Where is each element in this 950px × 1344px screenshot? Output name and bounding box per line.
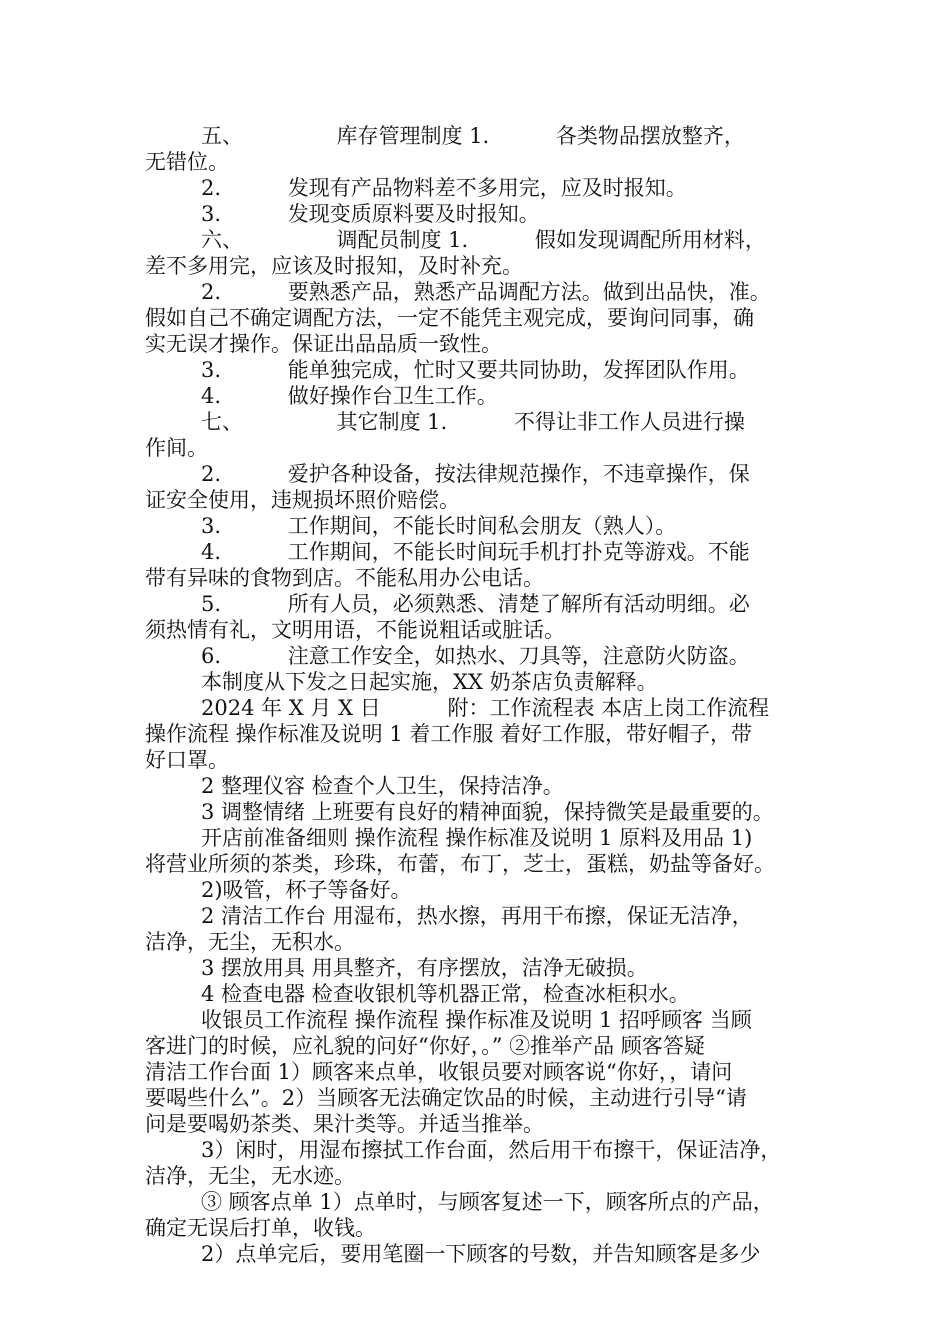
text-line: 2 清洁工作台 用湿布，热水擦，再用干布擦，保证无洁净， [201, 904, 753, 928]
text-line: 带有异味的食物到店。不能私用办公电话。 [145, 566, 544, 590]
text-line: 六、 调配员制度 1. 假如发现调配所用材料， [201, 228, 766, 252]
text-line: 确定无误后打单，收钱。 [145, 1216, 376, 1240]
text-line: 3 调整情绪 上班要有良好的精神面貌，保持微笑是最重要的。 [201, 800, 774, 824]
text-line: 假如自己不确定调配方法，一定不能凭主观完成，要询问同事，确 [145, 306, 754, 330]
text-line: 4 检查电器 检查收银机等机器正常，检查冰柜积水。 [201, 982, 690, 1006]
text-line: 3. 发现变质原料要及时报知。 [201, 202, 540, 226]
text-line: 2. 发现有产品物料差不多用完，应及时报知。 [201, 176, 687, 200]
text-line: 作间。 [145, 436, 208, 460]
text-line: 收银员工作流程 操作流程 操作标准及说明 1 招呼顾客 当顾 [201, 1008, 752, 1032]
text-line: 七、 其它制度 1. 不得让非工作人员进行操 [201, 410, 745, 434]
text-line: 2)吸管，杯子等备好。 [201, 878, 412, 902]
text-line: 3）闲时，用湿布擦拭工作台面，然后用干布擦干，保证洁净， [201, 1138, 782, 1162]
text-line: 本制度从下发之日起实施，XX 奶茶店负责解释。 [201, 670, 658, 694]
text-line: 将营业所须的茶类，珍珠，布蕾，布丁，芝士，蛋糕，奶盐等备好。 [145, 852, 775, 876]
text-line: 实无误才操作。保证出品品质一致性。 [145, 332, 502, 356]
text-line: 2024 年 X 月 X 日 附：工作流程表 本店上岗工作流程 [201, 696, 770, 720]
text-line: 五、 库存管理制度 1. 各类物品摆放整齐， [201, 124, 745, 148]
text-line: 5. 所有人员，必须熟悉、清楚了解所有活动明细。必 [201, 592, 750, 616]
text-line: 2. 要熟悉产品，熟悉产品调配方法。做到出品快，准。 [201, 280, 771, 304]
text-line: 须热情有礼，文明用语，不能说粗话或脏话。 [145, 618, 565, 642]
text-line: 2. 爱护各种设备，按法律规范操作，不违章操作，保 [201, 462, 750, 486]
text-line: 洁净，无尘，无水迹。 [145, 1164, 355, 1188]
text-line: 6. 注意工作安全，如热水、刀具等，注意防火防盗。 [201, 644, 750, 668]
text-line: 客进门的时候，应礼貌的问好“你好，。” ②推举产品 顾客答疑 [145, 1034, 705, 1058]
text-line: 2）点单完后，要用笔圈一下顾客的号数，并告知顾客是多少 [201, 1242, 761, 1266]
text-line: 洁净，无尘，无积水。 [145, 930, 355, 954]
text-line: 问是要喝奶茶类、果汁类等。并适当推举。 [145, 1112, 544, 1136]
text-line: ③ 顾客点单 1）点单时，与顾客复述一下，顾客所点的产品， [201, 1190, 774, 1214]
text-line: 要喝些什么”。2）当顾客无法确定饮品的时候，主动进行引导“请 [145, 1086, 747, 1110]
text-line: 差不多用完，应该及时报知，及时补充。 [145, 254, 523, 278]
text-line: 证安全使用，违规损坏照价赔偿。 [145, 488, 460, 512]
text-line: 开店前准备细则 操作流程 操作标准及说明 1 原料及用品 1) [201, 826, 753, 850]
text-line: 2 整理仪容 检查个人卫生，保持洁净。 [201, 774, 564, 798]
text-line: 4. 做好操作台卫生工作。 [201, 384, 498, 408]
text-line: 无错位。 [145, 150, 229, 174]
text-line: 清洁工作台面 1）顾客来点单，收银员要对顾客说“你好，，请问 [145, 1060, 733, 1084]
text-line: 操作流程 操作标准及说明 1 着工作服 着好工作服，带好帽子，带 [145, 722, 753, 746]
text-line: 3. 工作期间，不能长时间私会朋友（熟人）。 [201, 514, 677, 538]
text-line: 4. 工作期间，不能长时间玩手机打扑克等游戏。不能 [201, 540, 750, 564]
text-line: 3 摆放用具 用具整齐，有序摆放，洁净无破损。 [201, 956, 648, 980]
text-line: 好口罩。 [145, 748, 229, 772]
text-line: 3. 能单独完成，忙时又要共同协助，发挥团队作用。 [201, 358, 750, 382]
